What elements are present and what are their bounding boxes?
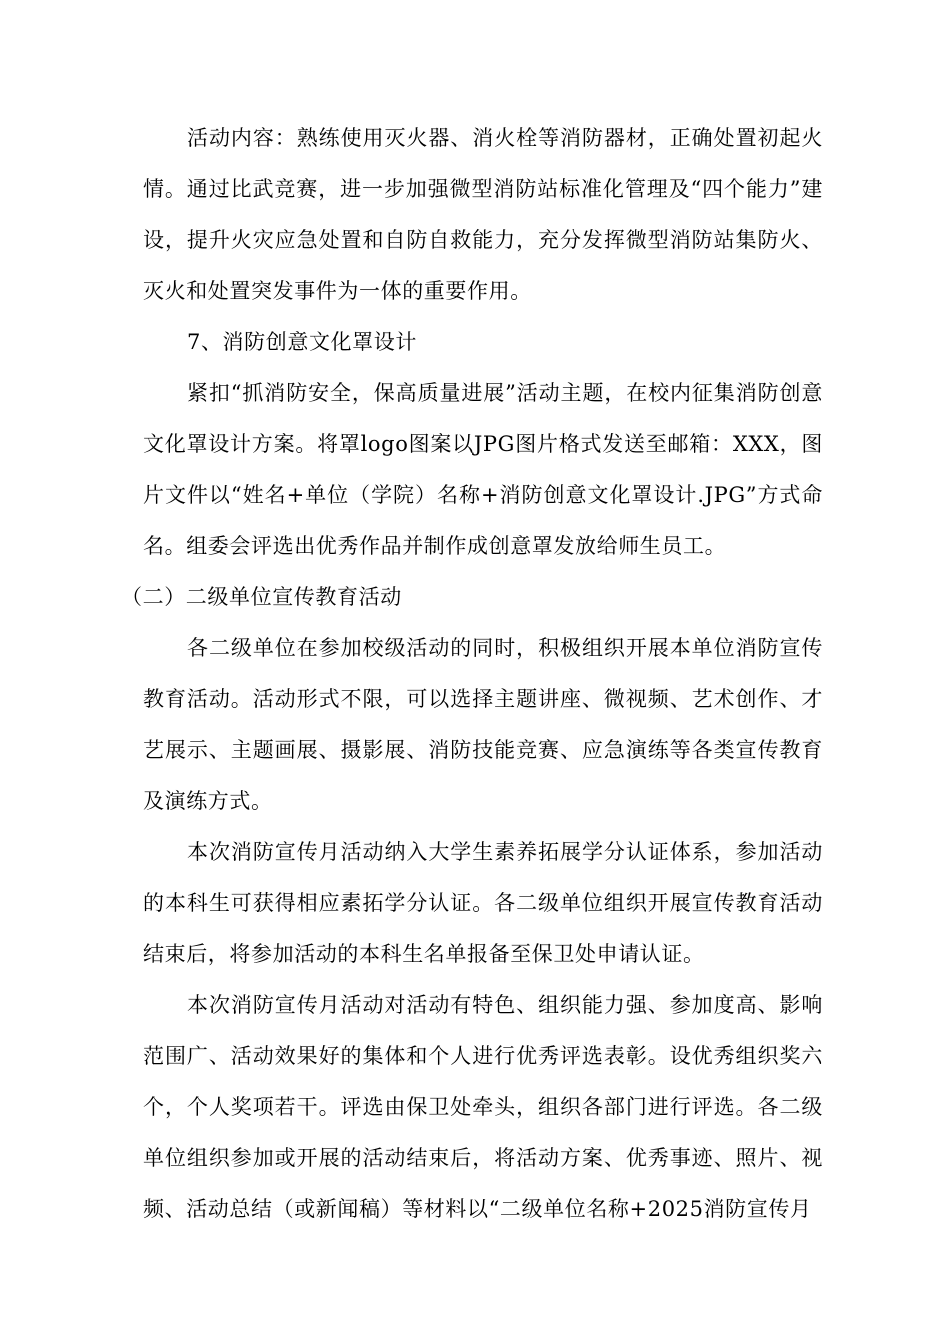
paragraph-activity-content: 活动内容：熟练使用灭火器、消火栓等消防器材，正确处置初起火情。通过比武竞赛，进一步加强微型消防站标准化管理及“四个能力”建设，提升火灾应急处置和自防自救能力，充分发挥微型消防站集防火、灭火和处置突发事件为一体的重要作用。 <box>143 126 823 303</box>
paragraph-credit-certification: 本次消防宣传月活动纳入大学生素养拓展学分认证体系，参加活动的本科生可获得相应素拓学分认证。各二级单位组织开展宣传教育活动结束后，将参加活动的本科生名单报备至保卫处申请认证。 <box>143 840 823 966</box>
section-heading-2: （二）二级单位宣传教育活动 <box>121 585 402 609</box>
subheading-7: 7、消防创意文化罩设计 <box>187 330 417 354</box>
paragraph-awards: 本次消防宣传月活动对活动有特色、组织能力强、参加度高、影响范围广、活动效果好的集体和个人进行优秀评选表彰。设优秀组织奖六个，个人奖项若干。评选由保卫处牵头，组织各部门进行评选。各二级单位组织参加或开展的活动结束后，将活动方案、优秀事迹、照片、视频、活动总结（或新闻稿）等材料以“二级单位名称+2025消防宣传月 <box>143 993 823 1221</box>
paragraph-unit-activities: 各二级单位在参加校级活动的同时，积极组织开展本单位消防宣传教育活动。活动形式不限，可以选择主题讲座、微视频、艺术创作、才艺展示、主题画展、摄影展、消防技能竞赛、应急演练等各类宣传教育及演练方式。 <box>143 636 823 813</box>
paragraph-mask-design: 紧扣“抓消防安全，保高质量进展”活动主题，在校内征集消防创意文化罩设计方案。将罩logo图案以JPG图片格式发送至邮箱：XXX，图片文件以“姓名+单位（学院）名称+消防创意文化罩设计.JPG”方式命名。组委会评选出优秀作品并制作成创意罩发放给师生员工。 <box>143 381 823 558</box>
